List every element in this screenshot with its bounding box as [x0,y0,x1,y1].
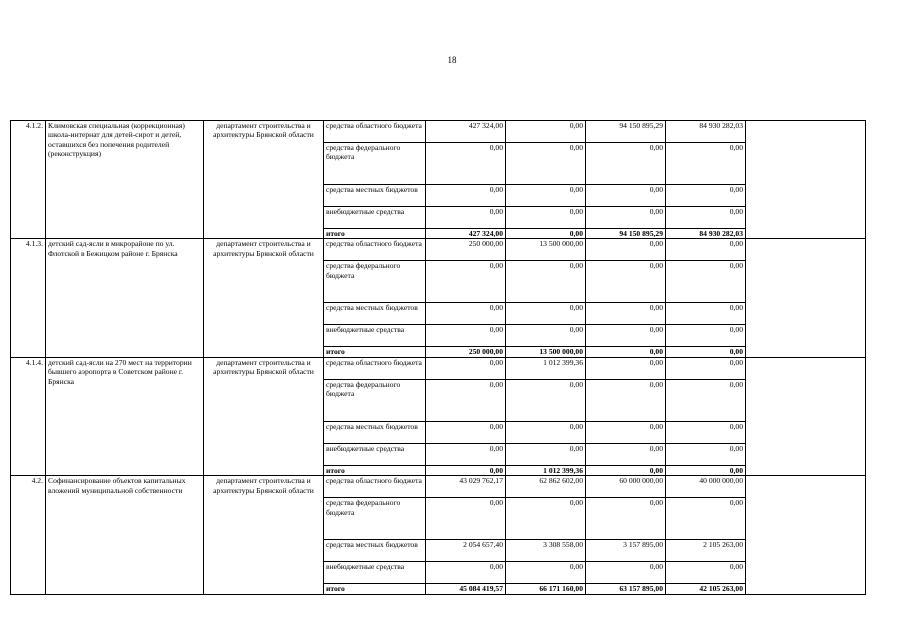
project-code: 4.1.4. [11,357,46,475]
funding-source: средства местных бюджетов [324,540,426,562]
amount-cell: 0,00 [586,498,666,540]
amount-cell: 0,00 [586,421,666,443]
amount-cell: 0,00 [586,239,666,261]
amount-cell: 0,00 [666,347,746,357]
amount-cell: 0,00 [666,239,746,261]
funding-source: итого [324,465,426,475]
amount-cell: 3 308 558,00 [506,540,586,562]
project-name: детский сад-ясли на 270 мест на территории бывшего аэропорта в Советском районе г. Брянска [46,357,204,475]
amount-cell: 0,00 [426,143,506,185]
amount-cell: 0,00 [506,303,586,325]
funding-source: итого [324,229,426,239]
amount-cell: 2 105 263,00 [666,540,746,562]
empty-column-cell [746,476,866,594]
amount-cell: 0,00 [426,498,506,540]
funding-source: средства областного бюджета [324,357,426,379]
amount-cell: 0,00 [506,185,586,207]
amount-cell: 0,00 [666,465,746,475]
amount-cell: 0,00 [666,207,746,229]
project-name: Софинансирование объектов капитальных вложений муниципальной собственности [46,476,204,594]
project-name: детский сад-ясли в микрорайоне по ул. Флотской в Бежицком районе г. Брянска [46,239,204,357]
empty-column-cell [746,357,866,475]
amount-cell: 0,00 [506,229,586,239]
amount-cell: 42 105 263,00 [666,584,746,594]
amount-cell: 0,00 [426,325,506,347]
amount-cell: 0,00 [506,121,586,143]
empty-column-cell [746,121,866,239]
amount-cell: 0,00 [426,562,506,584]
page-number: 18 [447,55,457,65]
funding-source: итого [324,584,426,594]
amount-cell: 94 150 895,29 [586,229,666,239]
funding-source: внебюджетные средства [324,562,426,584]
funding-source: внебюджетные средства [324,443,426,465]
project-name: Климовская специальная (коррекционная) школа-интернат для детей-сирот и детей, оставшихся без попечения родителей (реконструкция) [46,121,204,239]
amount-cell: 0,00 [666,143,746,185]
project-code: 4.2. [11,476,46,594]
amount-cell: 427 324,00 [426,229,506,239]
amount-cell: 13 500 000,00 [506,239,586,261]
amount-cell: 0,00 [426,357,506,379]
amount-cell: 0,00 [666,261,746,303]
amount-cell: 0,00 [506,143,586,185]
amount-cell: 0,00 [586,185,666,207]
amount-cell: 0,00 [506,562,586,584]
amount-cell: 0,00 [426,303,506,325]
amount-cell: 94 150 895,29 [586,121,666,143]
funding-source: средства областного бюджета [324,476,426,498]
amount-cell: 0,00 [586,562,666,584]
funding-source: средства федерального бюджета [324,261,426,303]
project-executor: департамент строительства и архитектуры Брянской области [204,239,324,357]
amount-cell: 0,00 [506,325,586,347]
amount-cell: 62 862 602,00 [506,476,586,498]
funding-source: средства областного бюджета [324,239,426,261]
amount-cell: 2 054 657,40 [426,540,506,562]
amount-cell: 0,00 [426,443,506,465]
table-row [11,239,866,261]
amount-cell: 0,00 [426,421,506,443]
amount-cell: 0,00 [506,207,586,229]
funding-source: средства областного бюджета [324,121,426,143]
amount-cell: 0,00 [426,379,506,421]
amount-cell: 43 029 762,17 [426,476,506,498]
amount-cell: 3 157 895,00 [586,540,666,562]
amount-cell: 63 157 895,00 [586,584,666,594]
empty-column-cell [746,239,866,357]
amount-cell: 1 012 399,36 [506,465,586,475]
project-executor: департамент строительства и архитектуры Брянской области [204,357,324,475]
amount-cell: 0,00 [426,185,506,207]
table-row [11,121,866,143]
funding-source: средства местных бюджетов [324,185,426,207]
amount-cell: 13 500 000,00 [506,347,586,357]
funding-source: внебюджетные средства [324,325,426,347]
amount-cell: 0,00 [586,261,666,303]
amount-cell: 0,00 [586,303,666,325]
amount-cell: 0,00 [506,443,586,465]
amount-cell: 1 012 399,36 [506,357,586,379]
amount-cell: 0,00 [586,465,666,475]
amount-cell: 0,00 [666,185,746,207]
amount-cell: 0,00 [506,498,586,540]
amount-cell: 0,00 [506,261,586,303]
amount-cell: 0,00 [586,379,666,421]
amount-cell: 84 930 282,03 [666,121,746,143]
amount-cell: 84 930 282,03 [666,229,746,239]
amount-cell: 0,00 [586,325,666,347]
amount-cell: 0,00 [506,379,586,421]
funding-source: итого [324,347,426,357]
amount-cell: 0,00 [666,357,746,379]
amount-cell: 0,00 [666,443,746,465]
amount-cell: 0,00 [426,465,506,475]
amount-cell: 0,00 [586,143,666,185]
amount-cell: 0,00 [666,325,746,347]
amount-cell: 0,00 [586,357,666,379]
amount-cell: 0,00 [666,562,746,584]
amount-cell: 0,00 [586,443,666,465]
amount-cell: 0,00 [426,207,506,229]
amount-cell: 0,00 [426,261,506,303]
amount-cell: 427 324,00 [426,121,506,143]
amount-cell: 250 000,00 [426,347,506,357]
amount-cell: 0,00 [506,421,586,443]
project-code: 4.1.2. [11,121,46,239]
amount-cell: 60 000 000,00 [586,476,666,498]
project-executor: департамент строительства и архитектуры Брянской области [204,476,324,594]
amount-cell: 0,00 [586,207,666,229]
amount-cell: 45 084 419,57 [426,584,506,594]
amount-cell: 0,00 [666,498,746,540]
amount-cell: 0,00 [666,303,746,325]
amount-cell: 0,00 [666,379,746,421]
amount-cell: 40 000 000,00 [666,476,746,498]
table-row [11,357,866,379]
amount-cell: 0,00 [666,421,746,443]
table-row [11,476,866,498]
funding-source: средства федерального бюджета [324,143,426,185]
budget-table [10,120,866,595]
amount-cell: 66 171 160,00 [506,584,586,594]
amount-cell: 250 000,00 [426,239,506,261]
funding-source: средства местных бюджетов [324,421,426,443]
funding-source: внебюджетные средства [324,207,426,229]
funding-source: средства местных бюджетов [324,303,426,325]
amount-cell: 0,00 [586,347,666,357]
project-code: 4.1.3. [11,239,46,357]
project-executor: департамент строительства и архитектуры Брянской области [204,121,324,239]
funding-source: средства федерального бюджета [324,379,426,421]
funding-source: средства федерального бюджета [324,498,426,540]
